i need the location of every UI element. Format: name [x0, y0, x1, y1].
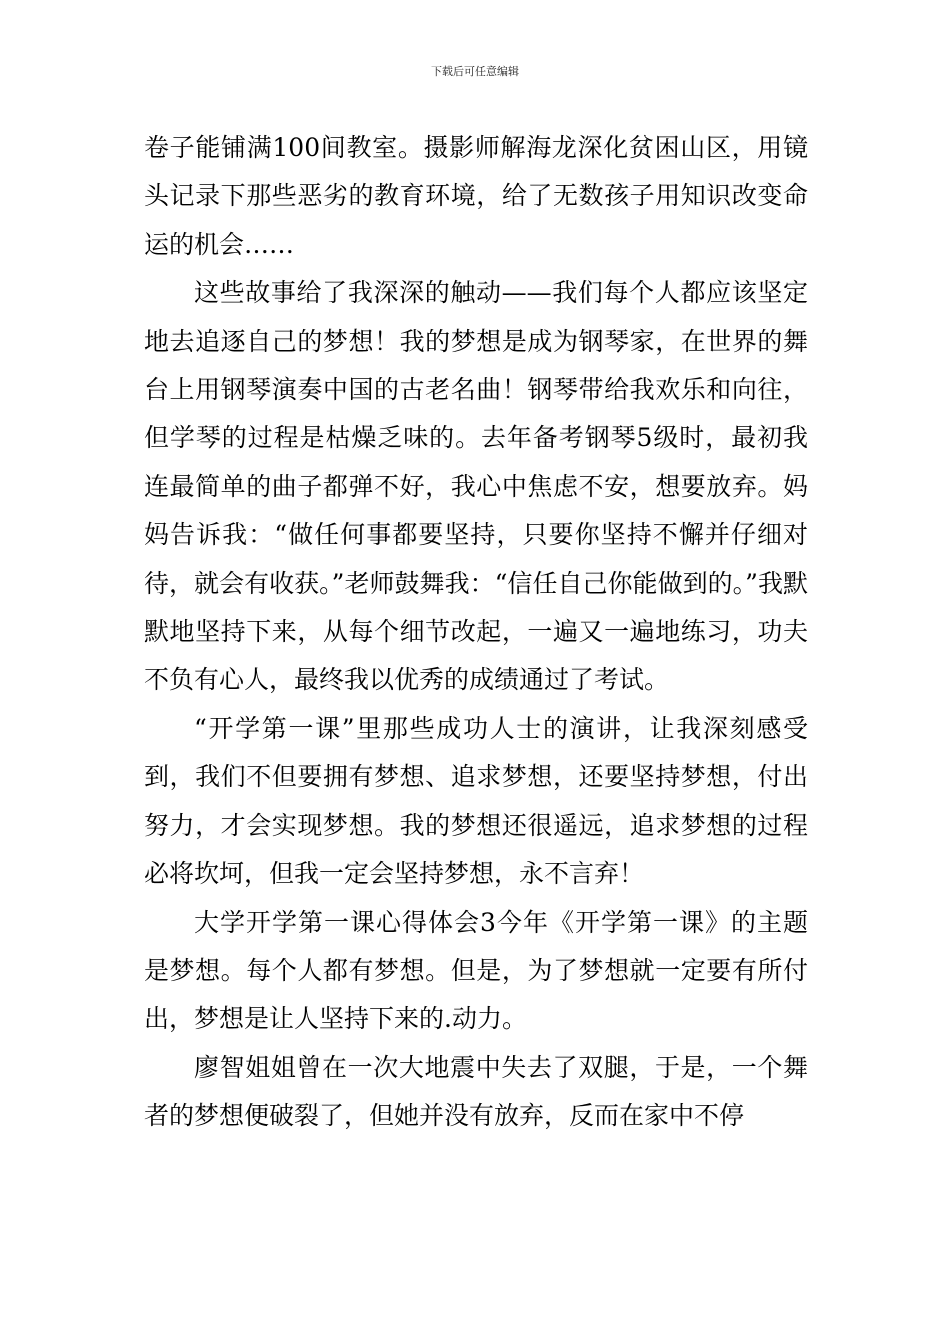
paragraph-3: “开学第一课”里那些成功人士的演讲，让我深刻感受到，我们不但要拥有梦想、追求梦想，还要坚持梦想，付出努力，才会实现梦想。我的梦想还很遥远，追求梦想的过程必将坎坷，但我一定会坚持梦想，永不言弃！ [144, 713, 808, 889]
paragraph-5: 廖智姐姐曾在一次大地震中失去了双腿，于是，一个舞者的梦想便破裂了，但她并没有放弃，反而在家中不停 [144, 1052, 808, 1131]
paragraph-2: 这些故事给了我深深的触动——我们每个人都应该坚定地去追逐自己的梦想！我的梦想是成为钢琴家，在世界的舞台上用钢琴演奏中国的古老名曲！钢琴带给我欢乐和向往，但学琴的过程是枯燥乏味的。去年备考钢琴5级时，最初我连最简单的曲子都弹不好，我心中焦虑不安，想要放弃。妈妈告诉我：“做任何事都要坚持，只要你坚持不懈并仔细对待，就会有收获。”老师鼓舞我：“信任自己你能做到的。”我默默地坚持下来，从每个细节改起，一遍又一遍地练习，功夫不负有心人，最终我以优秀的成绩通过了考试。 [144, 278, 808, 695]
paragraph-1: 卷子能铺满100间教室。摄影师解海龙深化贫困山区，用镜头记录下那些恶劣的教育环境，给了无数孩子用知识改变命运的机会…… [144, 133, 808, 259]
paragraph-4: 大学开学第一课心得体会3今年《开学第一课》的主题是梦想。每个人都有梦想。但是，为了梦想就一定要有所付出，梦想是让人坚持下来的.动力。 [144, 907, 808, 1034]
page-header-note: 下载后可任意编辑 [431, 65, 519, 78]
document-body [144, 124, 808, 1141]
